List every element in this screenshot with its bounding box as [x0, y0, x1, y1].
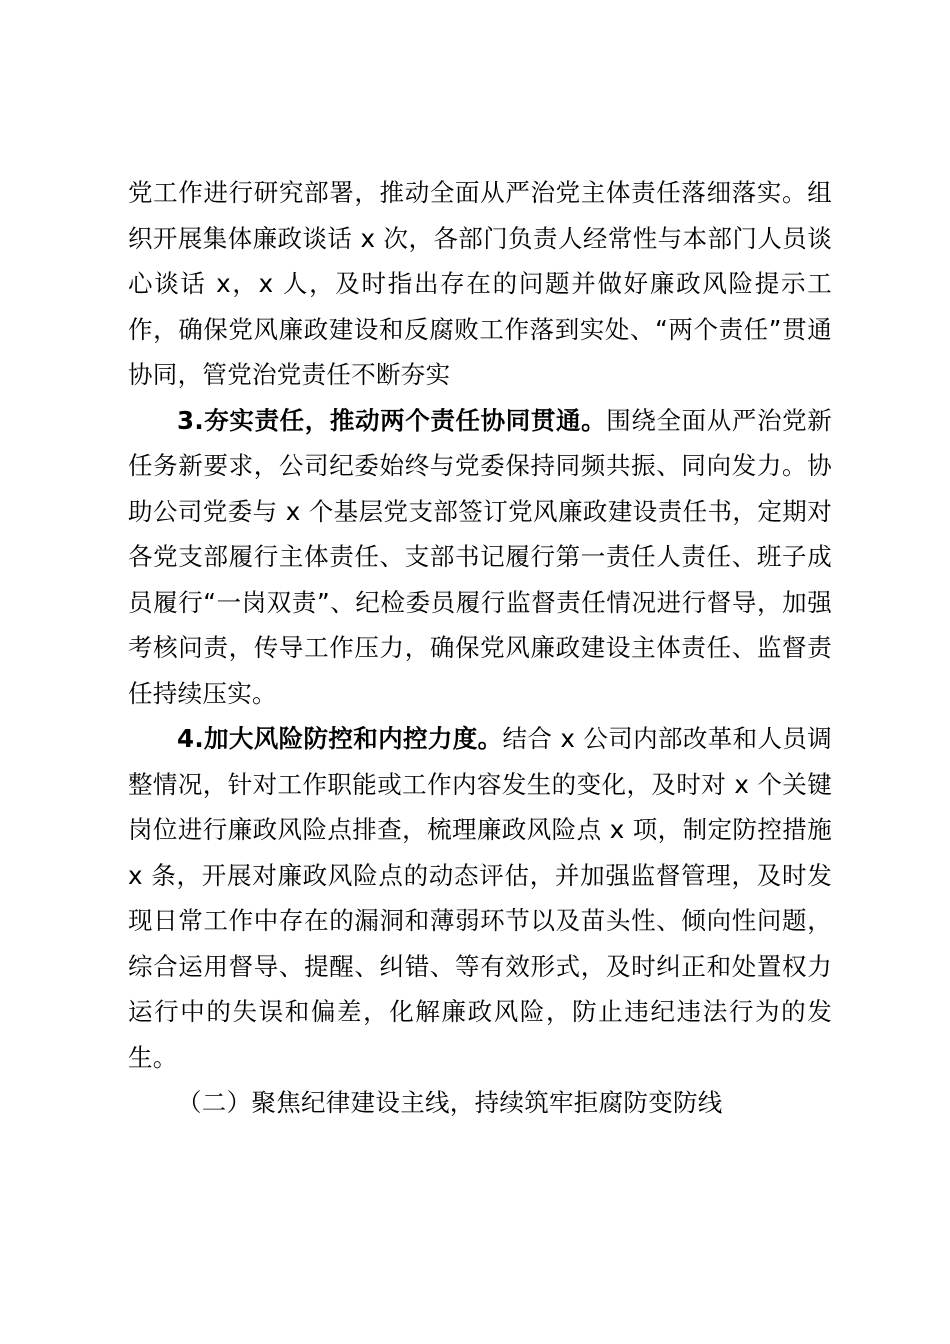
- paragraph-continuation: [128, 170, 832, 398]
- paragraph-item-3: [128, 398, 832, 717]
- paragraph-item-4: [128, 716, 832, 1080]
- paragraph-heading: 4.加大风险防控和内控力度。: [177, 724, 503, 753]
- paragraph-text: 结合 x 公司内部改革和人员调整情况，针对工作职能或工作内容发生的变化，及时对 x 个关键岗位进行廉政风险点排查，梳理廉政风险点 x 项，制定防控措施 x 条，开展对廉政风险点的动态评估，并加强监督管理，及时发现日常工作中存在的漏洞和薄弱环节以及苗头性、倾向性问题，综合运用督导、提醒、纠错、等有效形式，及时纠正和处置权力运行中的失误和偏差，化解廉政风险，防止违纪违法行为的发生。: [128, 724, 832, 1072]
- paragraph-text: 围绕全面从严治党新任务新要求，公司纪委始终与党委保持同频共振、同向发力。协助公司党委与 x 个基层党支部签订党风廉政建设责任书，定期对各党支部履行主体责任、支部书记履行第一责任人责任、班子成员履行“一岗双责”、纪检委员履行监督责任情况进行督导，加强考核问责，传导工作压力，确保党风廉政建设主体责任、监督责任持续压实。: [128, 405, 832, 708]
- document-body: [128, 170, 832, 1126]
- section-heading-text: （二）聚焦纪律建设主线，持续筑牢拒腐防变防线: [177, 1088, 723, 1117]
- paragraph-heading: 3.夯实责任，推动两个责任协同贯通。: [177, 405, 607, 435]
- paragraph-text: 党工作进行研究部署，推动全面从严治党主体责任落细落实。组织开展集体廉政谈话 x 次，各部门负责人经常性与本部门人员谈心谈话 x，x 人，及时指出存在的问题并做好廉政风险提示工作，确保党风廉政建设和反腐败工作落到实处、“两个责任”贯通协同，管党治党责任不断夯实: [128, 178, 832, 389]
- section-heading: [128, 1080, 832, 1126]
